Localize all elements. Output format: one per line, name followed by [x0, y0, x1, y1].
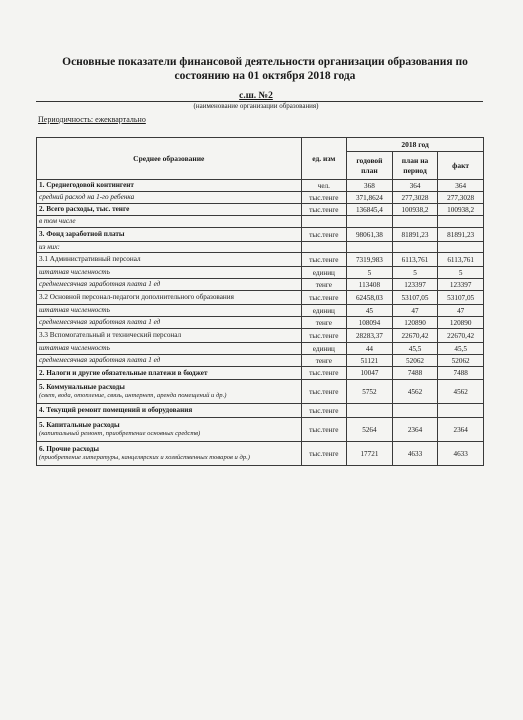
row-label: 6. Прочие расходы [39, 445, 100, 453]
row-unit [301, 216, 347, 228]
table-row [37, 279, 484, 291]
row-plan-period: 277,3028 [392, 192, 438, 204]
row-plan-period: 4633 [392, 442, 438, 466]
row-label-cell [37, 380, 302, 404]
row-plan-year: 5752 [347, 380, 393, 404]
table-row [37, 291, 484, 305]
table-row [37, 267, 484, 279]
row-unit [301, 242, 347, 253]
row-sublabel: (свет, вода, отопление, связь, интернет, аренда помещений и др.) [39, 392, 227, 399]
row-plan-period [392, 242, 438, 253]
organization-caption: (наименование организации образования) [193, 102, 319, 110]
header-plan-period: план на период [392, 152, 438, 180]
row-fact: 45,5 [438, 343, 484, 355]
row-fact: 53107,05 [438, 291, 484, 305]
row-label-cell [37, 442, 302, 466]
row-unit: тыс.тенге [301, 442, 347, 466]
table-row [37, 380, 484, 404]
row-label-cell [37, 355, 302, 367]
row-plan-period: 2364 [392, 418, 438, 442]
row-label-cell [37, 242, 302, 253]
row-plan-period: 364 [392, 180, 438, 192]
header-plan-year: годовой план [347, 152, 393, 180]
row-plan-period: 47 [392, 305, 438, 317]
row-plan-year: 28283,37 [347, 329, 393, 343]
periodicity-label: Периодичность: ежеквартально [38, 115, 146, 124]
row-unit: единиц [301, 267, 347, 279]
row-fact: 120890 [438, 317, 484, 329]
row-label: из них: [39, 242, 60, 251]
row-fact: 81891,23 [438, 228, 484, 242]
row-fact [438, 404, 484, 418]
row-plan-period: 7488 [392, 367, 438, 380]
header-fact: факт [438, 152, 484, 180]
header-year: 2018 год [347, 138, 484, 152]
row-plan-year [347, 404, 393, 418]
row-plan-period: 52062 [392, 355, 438, 367]
table-row [37, 216, 484, 228]
row-fact: 52062 [438, 355, 484, 367]
row-fact: 47 [438, 305, 484, 317]
row-label: штатная численность [39, 344, 110, 352]
table-body [37, 180, 484, 466]
row-plan-period: 53107,05 [392, 291, 438, 305]
table-row [37, 228, 484, 242]
header-name: Среднее образование [37, 138, 302, 180]
row-plan-period: 5 [392, 267, 438, 279]
row-plan-period: 81891,23 [392, 228, 438, 242]
row-label-cell [37, 404, 302, 418]
row-label-cell [37, 329, 302, 343]
row-fact [438, 216, 484, 228]
row-label: в том числе [39, 217, 76, 225]
row-label-cell [37, 367, 302, 380]
row-label: штатная численность [39, 268, 110, 276]
row-fact: 6113,761 [438, 253, 484, 267]
row-label-cell [37, 228, 302, 242]
row-plan-year: 5 [347, 267, 393, 279]
row-label-cell [37, 343, 302, 355]
row-plan-period: 123397 [392, 279, 438, 291]
row-label: 2. Всего расходы, тыс. тенге [39, 205, 130, 213]
table-row [37, 317, 484, 329]
row-fact: 123397 [438, 279, 484, 291]
row-label: 5. Капитальные расходы [39, 421, 120, 429]
row-plan-year: 136845,4 [347, 204, 393, 216]
row-plan-period: 6113,761 [392, 253, 438, 267]
row-label: штатная численность [39, 306, 110, 314]
row-label-cell [37, 279, 302, 291]
row-sublabel: (приобретение литературы, канцелярских и хозяйственных товаров и др.) [39, 454, 250, 461]
row-plan-period: 100938,2 [392, 204, 438, 216]
row-plan-year: 113408 [347, 279, 393, 291]
row-unit: тыс.тенге [301, 418, 347, 442]
row-plan-period [392, 404, 438, 418]
row-unit: единиц [301, 305, 347, 317]
row-label: 1. Среднегодовой контингент [39, 181, 134, 189]
table-row [37, 192, 484, 204]
row-plan-year: 98061,38 [347, 228, 393, 242]
row-fact: 364 [438, 180, 484, 192]
row-label-cell [37, 204, 302, 216]
row-unit: тыс.тенге [301, 380, 347, 404]
row-unit: тыс.тенге [301, 404, 347, 418]
row-fact: 4633 [438, 442, 484, 466]
row-plan-period: 120890 [392, 317, 438, 329]
row-unit: тыс.тенге [301, 204, 347, 216]
table-row [37, 343, 484, 355]
table-row [37, 253, 484, 267]
row-unit: чел. [301, 180, 347, 192]
row-unit: единиц [301, 343, 347, 355]
row-fact: 100938,2 [438, 204, 484, 216]
row-plan-year: 7319,983 [347, 253, 393, 267]
row-plan-year: 62458,03 [347, 291, 393, 305]
table-row [37, 355, 484, 367]
row-plan-year: 371,8624 [347, 192, 393, 204]
row-plan-period: 4562 [392, 380, 438, 404]
row-plan-year: 108094 [347, 317, 393, 329]
row-fact: 2364 [438, 418, 484, 442]
row-unit: тыс.тенге [301, 192, 347, 204]
row-label: 3.1 Административный персонал [39, 255, 141, 263]
header-unit: ед. изм [301, 138, 347, 180]
table-row [37, 367, 484, 380]
row-unit: тыс.тенге [301, 329, 347, 343]
row-label-cell [37, 253, 302, 267]
row-unit: тенге [301, 355, 347, 367]
row-plan-year: 44 [347, 343, 393, 355]
row-plan-year: 5264 [347, 418, 393, 442]
row-label: 5. Коммунальные расходы [39, 383, 125, 391]
row-plan-year: 51121 [347, 355, 393, 367]
row-plan-year: 45 [347, 305, 393, 317]
row-plan-period: 22670,42 [392, 329, 438, 343]
table-row [37, 242, 484, 253]
row-unit: тыс.тенге [301, 291, 347, 305]
row-fact: 7488 [438, 367, 484, 380]
row-label: среднемесячная заработная плата 1 ед [39, 280, 161, 288]
row-plan-year [347, 242, 393, 253]
row-plan-year: 368 [347, 180, 393, 192]
row-label: 4. Текущий ремонт помещений и оборудования [39, 406, 193, 414]
row-unit: тыс.тенге [301, 367, 347, 380]
row-label-cell [37, 180, 302, 192]
table-row [37, 442, 484, 466]
row-unit: тыс.тенге [301, 253, 347, 267]
row-sublabel: (капитальный ремонт, приобретение основных средств) [39, 430, 201, 437]
row-label-cell [37, 267, 302, 279]
row-fact: 5 [438, 267, 484, 279]
table-row [37, 180, 484, 192]
row-plan-year: 17721 [347, 442, 393, 466]
table-row [37, 305, 484, 317]
row-fact: 277,3028 [438, 192, 484, 204]
organization-name: с.ш. №2 [239, 91, 273, 101]
row-unit: тыс.тенге [301, 228, 347, 242]
financial-indicators-table [36, 137, 484, 466]
row-plan-period [392, 216, 438, 228]
row-unit: тенге [301, 317, 347, 329]
row-label: 2. Налоги и другие обязательные платежи в бюджет [39, 368, 208, 377]
row-label-cell [37, 192, 302, 204]
row-fact: 4562 [438, 380, 484, 404]
table-row [37, 329, 484, 343]
row-label-cell [37, 317, 302, 329]
row-label-cell [37, 291, 302, 305]
row-fact [438, 242, 484, 253]
row-plan-period: 45,5 [392, 343, 438, 355]
row-label-cell [37, 305, 302, 317]
row-label: среднемесячная заработная плата 1 ед [39, 356, 161, 364]
row-unit: тенге [301, 279, 347, 291]
row-label: среднемесячная заработная плата 1 ед [39, 318, 161, 326]
row-plan-year [347, 216, 393, 228]
row-label: 3. Фонд заработной платы [39, 230, 125, 238]
row-plan-year: 10047 [347, 367, 393, 380]
table-row [37, 418, 484, 442]
table-row [37, 404, 484, 418]
row-label-cell [37, 216, 302, 228]
document-title: Основные показатели финансовой деятельности организации образования по состоянию на 01 октября 2018 года [62, 56, 468, 82]
row-fact: 22670,42 [438, 329, 484, 343]
row-label: 3.2 Основной персонал-педагоги дополнительного образования [39, 293, 234, 301]
row-label: средний расход на 1-го ребенка [39, 193, 135, 201]
table-row [37, 204, 484, 216]
row-label-cell [37, 418, 302, 442]
row-label: 3.3 Вспомогательный и технический персонал [39, 331, 182, 339]
